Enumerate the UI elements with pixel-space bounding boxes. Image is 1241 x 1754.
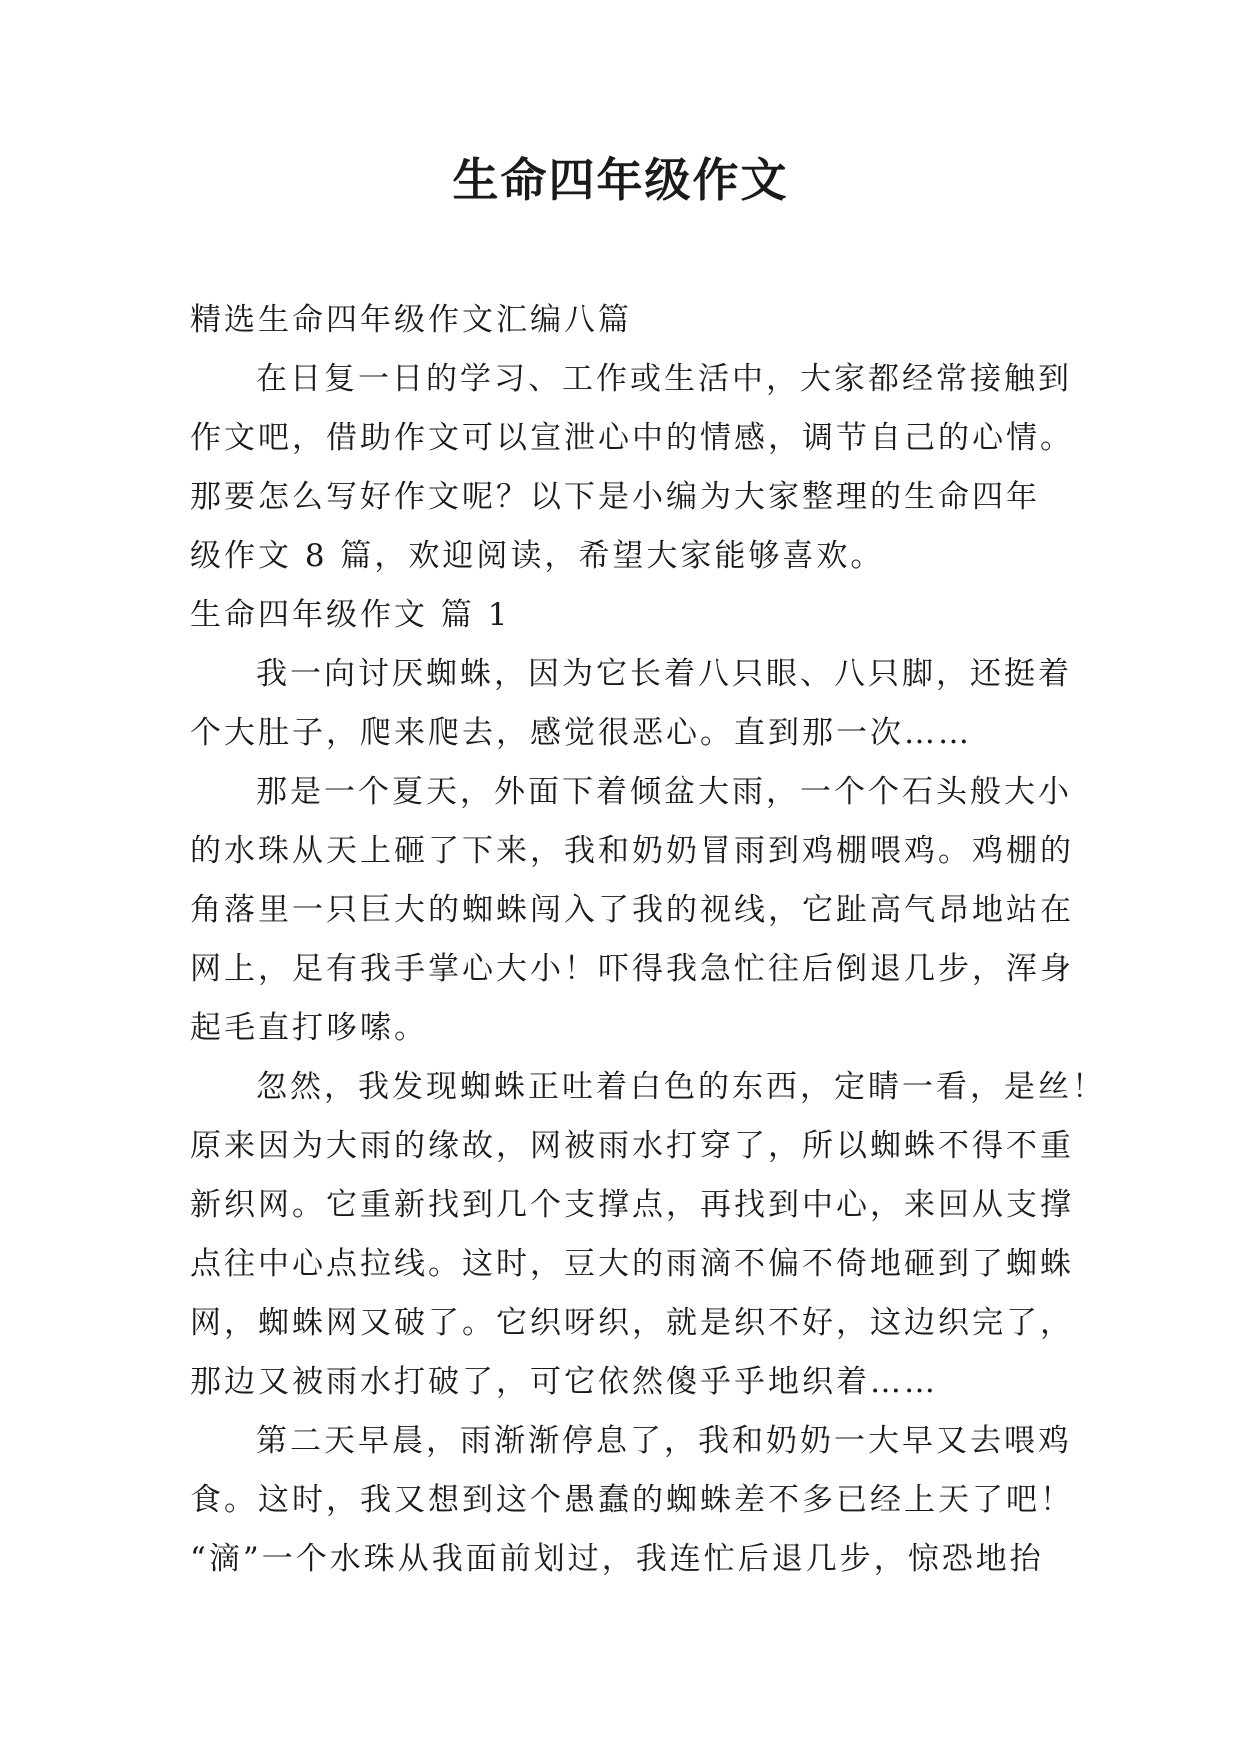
- text-line: 网，蜘蛛网又破了。它织呀织，就是织不好，这边织完了，: [190, 1305, 1074, 1341]
- text-line: 食。这时，我又想到这个愚蠢的蜘蛛差不多已经上天了吧！: [190, 1482, 1074, 1518]
- text-line: 起毛直打哆嗦。: [190, 1010, 428, 1046]
- text-line: 新织网。它重新找到几个支撑点，再找到中心，来回从支撑: [190, 1187, 1074, 1223]
- text-line: 第二天早晨，雨渐渐停息了，我和奶奶一大早又去喂鸡: [256, 1423, 1072, 1459]
- text-line: 那是一个夏天，外面下着倾盆大雨，一个个石头般大小: [256, 774, 1072, 810]
- text-line: 忽然，我发现蜘蛛正吐着白色的东西，定睛一看，是丝！: [256, 1069, 1106, 1105]
- text-line: 精选生命四年级作文汇编八篇: [190, 302, 632, 338]
- text-line: 作文吧，借助作文可以宣泄心中的情感，调节自己的心情。: [190, 420, 1074, 456]
- document-body: [190, 291, 1106, 1589]
- text-line: 网上，足有我手掌心大小！吓得我急忙往后倒退几步，浑身: [190, 951, 1074, 987]
- document-title: 生命四年级作文: [452, 153, 789, 207]
- text-line: 的水珠从天上砸了下来，我和奶奶冒雨到鸡棚喂鸡。鸡棚的: [190, 833, 1074, 869]
- text-line: 那边又被雨水打破了，可它依然傻乎乎地织着……: [190, 1364, 938, 1400]
- text-line: 点往中心点拉线。这时，豆大的雨滴不偏不倚地砸到了蜘蛛: [190, 1246, 1074, 1282]
- text-line: 那要怎么写好作文呢？以下是小编为大家整理的生命四年: [190, 479, 1040, 515]
- text-line: 个大肚子，爬来爬去，感觉很恶心。直到那一次……: [190, 715, 972, 751]
- text-line: 在日复一日的学习、工作或生活中，大家都经常接触到: [256, 361, 1072, 397]
- text-line: 级作文 8 篇，欢迎阅读，希望大家能够喜欢。: [190, 538, 885, 574]
- section-heading: 生命四年级作文 篇 1: [190, 597, 511, 633]
- text-line: 原来因为大雨的缘故，网被雨水打穿了，所以蜘蛛不得不重: [190, 1128, 1074, 1164]
- text-line: 我一向讨厌蜘蛛，因为它长着八只眼、八只脚，还挺着: [256, 656, 1072, 692]
- text-line: “滴”一个水珠从我面前划过，我连忙后退几步，惊恐地抬: [190, 1541, 1044, 1577]
- text-line: 角落里一只巨大的蜘蛛闯入了我的视线，它趾高气昂地站在: [190, 892, 1074, 928]
